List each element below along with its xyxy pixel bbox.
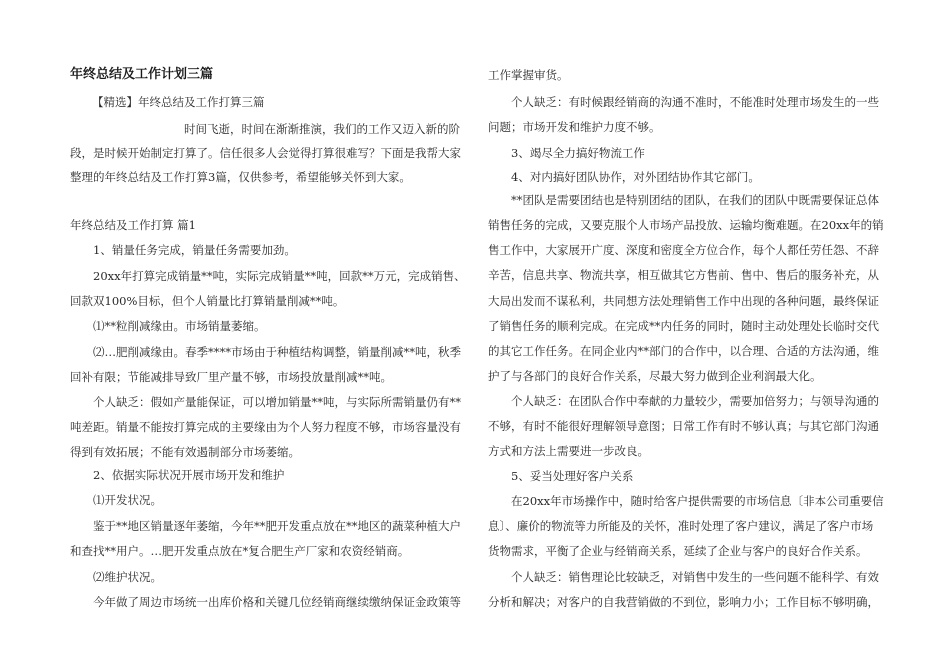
section-heading: 年终总结及工作打算 篇1 [70,218,196,232]
paragraph-line: 今年做了周边市场统一出库价格和关键几位经销商继续缴纳保证金政策等 [93,595,461,609]
paragraph-line: ⑴开发状况。 [93,493,162,507]
paragraph-line: ⑵维护状况。 [93,570,162,584]
section-heading: 3、竭尽全力搞好物流工作 [511,146,645,160]
intro-line: 时间飞逝，时间在渐渐推演，我们的工作又迈入新的阶 [184,122,460,136]
paragraph-line: 吨差距。销量不能按打算完成的主要缘由为个人努力程度不够，市场容量没有 [70,420,461,434]
section-heading: 5、妥当处理好客户关系 [511,469,634,483]
paragraph-line: 个人缺乏：假如产量能保证，可以增加销量**吨，与实际所需销量仍有** [93,395,461,409]
paragraph-line: 息〕、廉价的物流等力所能及的关怀，准时处理了客户建议，满足了客户市场 [488,519,874,533]
paragraph-line: 货物需求，平衡了企业与经销商关系，延续了企业与客户的良好合作关系。 [488,544,868,558]
paragraph-line: 大局出发而不谋私利，共同想方法处理销售工作中出现的各种问题，最终保证 [488,294,879,308]
paragraph-line: ⑴**粒削减缘由。市场销量萎缩。 [93,319,266,333]
paragraph-line: 分析和解决；对客户的自我营销做的不到位，影响力小；工作目标不够明确， [488,595,879,609]
paragraph-line: 20xx年打算完成销量**吨，实际完成销量**吨，回款**万元，完成销售、 [93,269,466,283]
intro-line: 段，是时候开始制定打算了。信任很多人会觉得打算很难写？下面是我帮大家 [70,146,461,160]
paragraph-line: 1、销量任务完成，销量任务需要加劲。 [93,243,296,257]
paragraph-line: 售工作中，大家展开广度、深度和密度全方位合作，每个人都任劳任怨、不辞 [488,243,879,257]
paragraph-line: 辛苦，信息共享、物流共享，相互做其它方售前、售中、售后的服务补充，从 [488,268,879,282]
paragraph-line: ⑵…肥削减缘由。春季****市场由于种植结构调整，销量削减**吨，秋季 [93,345,461,359]
paragraph-line: 回款双100%目标，但个人销量比打算销量削减**吨。 [70,294,345,308]
paragraph-line: **团队是需要团结也是特别团结的团队，在我们的团队中既需要保证总体 [511,193,879,207]
intro-line: 整理的年终总结及工作打算3篇，仅供参考，希望能够关怀到大家。 [70,170,411,184]
paragraph-line: 销售任务的完成，又要克服个人市场产品投放、运输均衡难题。在20xx年的销 [488,218,884,232]
section-heading: 4、对内搞好团队协作，对外团结协作其它部门。 [511,170,760,184]
document-title: 年终总结及工作计划三篇 [70,67,214,82]
paragraph-line: 护了与各部门的良好合作关系，尽最大努力做到企业利润最大化。 [488,369,822,383]
paragraph-line: 2、依据实际状况开展市场开发和维护 [93,468,285,482]
paragraph-line: 得到有效拓展；不能有效遏制部分市场萎缩。 [70,445,300,459]
paragraph-line: 个人缺乏：在团队合作中奉献的力量较少，需要加倍努力；与领导沟通的 [511,394,879,408]
paragraph-line: 了销售任务的顺利完成。在完成**内任务的同时，随时主动处理处长临时交代 [488,319,879,333]
paragraph-line: 和查找**用户。…肥开发重点放在*复合肥生产厂家和农资经销商。 [70,544,410,558]
paragraph-line: 工作掌握审货。 [488,68,569,82]
paragraph-line: 回补有限；节能减排导致厂里产量不够，市场投放量削减**吨。 [70,370,392,384]
paragraph-line: 不够，有时不能很好理解领导意图；日常工作有时不够认真；与其它部门沟通 [488,419,879,433]
subtitle-line: 【精选】年终总结及工作打算三篇 [92,95,265,109]
paragraph-line: 的其它工作任务。在同企业内**部门的合作中，以合理、合适的方法沟通，维 [488,344,879,358]
paragraph-line: 个人缺乏：销售理论比较缺乏，对销售中发生的一些问题不能科学、有效 [511,570,879,584]
paragraph-line: 鉴于**地区销量逐年萎缩，今年**肥开发重点放在**地区的蔬菜种植大户 [93,519,461,533]
paragraph-line: 个人缺乏：有时候跟经销商的沟通不准时，不能准时处理市场发生的一些 [511,95,879,109]
paragraph-line: 问题；市场开发和维护力度不够。 [488,120,661,134]
paragraph-line: 在20xx年市场操作中，随时给客户提供需要的市场信息〔非本公司重要信 [511,494,884,508]
paragraph-line: 方式和方法上需要进一步改良。 [488,444,649,458]
